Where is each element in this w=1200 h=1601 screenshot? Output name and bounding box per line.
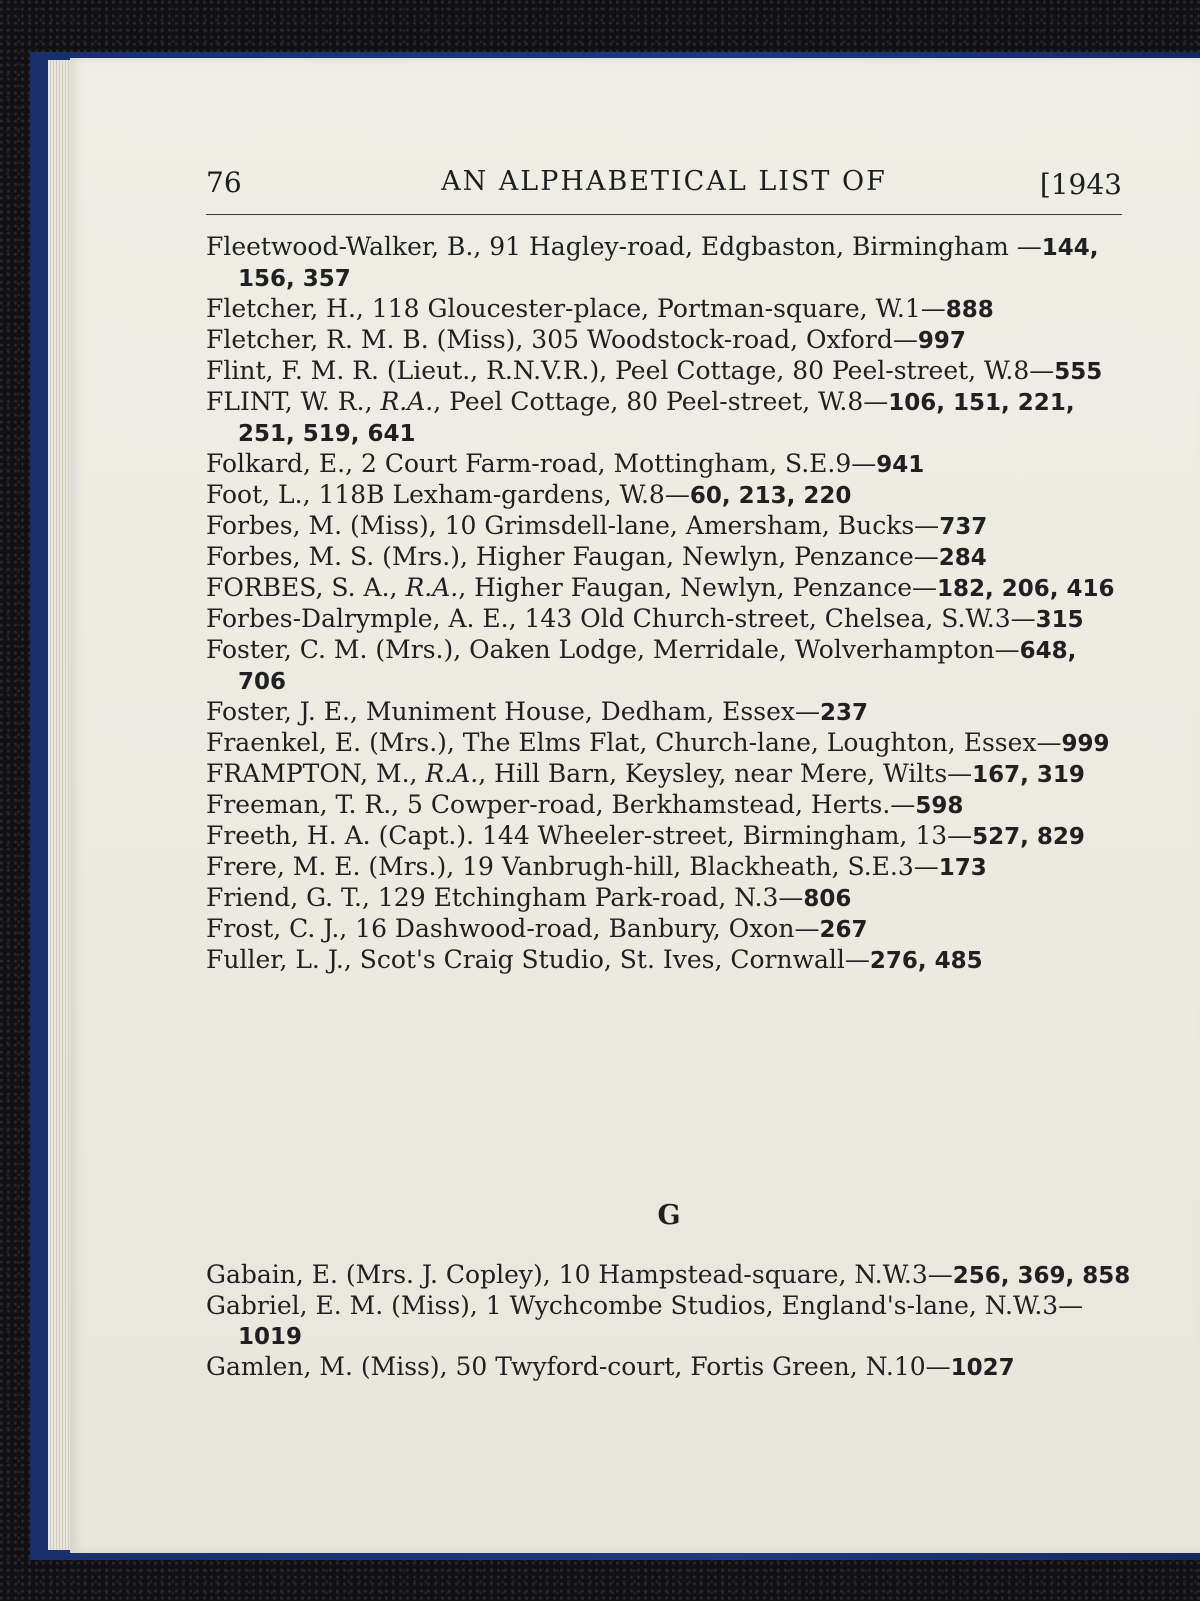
list-entry bbox=[206, 325, 1132, 356]
entry-refs: 555 bbox=[1054, 359, 1103, 385]
entry-refs: 267 bbox=[819, 917, 868, 943]
entry-refs: 941 bbox=[876, 452, 925, 478]
entry-text: Fletcher, R. M. B. (Miss), 305 Woodstock-road, Oxford— bbox=[206, 325, 918, 354]
entries-f-list bbox=[206, 232, 1132, 976]
entry-refs: 806 bbox=[803, 886, 852, 912]
list-entry bbox=[206, 294, 1132, 325]
entry-refs: 167, 319 bbox=[972, 762, 1085, 788]
entry-ra: R.A. bbox=[380, 387, 434, 416]
entry-refs: 237 bbox=[819, 700, 868, 726]
list-entry bbox=[206, 883, 1132, 914]
page-header bbox=[206, 162, 1122, 216]
header-rule bbox=[206, 214, 1122, 215]
entry-text-cont: , Hill Barn, Keysley, near Mere, Wilts— bbox=[478, 759, 973, 788]
entry-refs: 598 bbox=[915, 793, 964, 819]
list-entry bbox=[206, 635, 1132, 697]
list-entry bbox=[206, 728, 1132, 759]
list-entry bbox=[206, 449, 1132, 480]
entry-text: Fleetwood-Walker, B., 91 Hagley-road, Edgbaston, Birmingham — bbox=[206, 232, 1042, 261]
entry-refs: 888 bbox=[945, 297, 994, 323]
entry-ra: R.A. bbox=[405, 573, 459, 602]
list-entry bbox=[206, 697, 1132, 728]
list-entry bbox=[206, 945, 1132, 976]
entry-refs: 284 bbox=[938, 545, 987, 571]
entry-refs: 737 bbox=[939, 514, 988, 540]
entry-text: Fletcher, H., 118 Gloucester-place, Portman-square, W.1— bbox=[206, 294, 946, 323]
entry-text: Friend, G. T., 129 Etchingham Park-road, N.3— bbox=[206, 883, 804, 912]
entry-text: Gabriel, E. M. (Miss), 1 Wychcombe Studios, England's-lane, N.W.3— bbox=[206, 1291, 1084, 1320]
list-entry bbox=[206, 1260, 1132, 1291]
entry-refs: 182, 206, 416 bbox=[937, 576, 1115, 602]
page-title: AN ALPHABETICAL LIST OF bbox=[441, 166, 887, 197]
entry-refs: 256, 369, 858 bbox=[952, 1263, 1131, 1289]
entry-refs: 648, 706 bbox=[238, 638, 1077, 695]
page-year: [1943 bbox=[1039, 168, 1122, 201]
entry-refs: 60, 213, 220 bbox=[689, 483, 852, 509]
page-number: 76 bbox=[206, 166, 242, 199]
list-entry bbox=[206, 852, 1132, 883]
entry-refs: 999 bbox=[1061, 731, 1110, 757]
entry-text: Frere, M. E. (Mrs.), 19 Vanbrugh-hill, Blackheath, S.E.3— bbox=[206, 852, 939, 881]
entry-text: FORBES, S. A., bbox=[206, 573, 406, 602]
list-entry bbox=[206, 821, 1132, 852]
list-entry bbox=[206, 387, 1132, 449]
entry-refs: 173 bbox=[938, 855, 987, 881]
entry-refs: 106, 151, 221, 251, 519, 641 bbox=[238, 390, 1075, 447]
entry-text: Forbes, M. S. (Mrs.), Higher Faugan, Newlyn, Penzance— bbox=[206, 542, 939, 571]
list-entry bbox=[206, 1291, 1132, 1352]
entry-text: Gamlen, M. (Miss), 50 Twyford-court, Fortis Green, N.10— bbox=[206, 1352, 951, 1381]
list-entry bbox=[206, 914, 1132, 945]
entry-text: Foot, L., 118B Lexham-gardens, W.8— bbox=[206, 480, 690, 509]
entry-text: Fuller, L. J., Scot's Craig Studio, St. Ives, Cornwall— bbox=[206, 945, 870, 974]
entry-text: Freeth, H. A. (Capt.). 144 Wheeler-street, Birmingham, 13— bbox=[206, 821, 973, 850]
entries-g-list bbox=[206, 1260, 1132, 1383]
entry-refs: 527, 829 bbox=[972, 824, 1085, 850]
entry-text: Freeman, T. R., 5 Cowper-road, Berkhamstead, Herts.— bbox=[206, 790, 916, 819]
list-entry bbox=[206, 232, 1132, 294]
entry-text: Foster, C. M. (Mrs.), Oaken Lodge, Merridale, Wolverhampton— bbox=[206, 635, 1020, 664]
list-entry bbox=[206, 1352, 1132, 1383]
entry-text: Forbes-Dalrymple, A. E., 143 Old Church-street, Chelsea, S.W.3— bbox=[206, 604, 1036, 633]
entry-ra: R.A. bbox=[425, 759, 479, 788]
entry-text: FLINT, W. R., bbox=[206, 387, 381, 416]
entry-text: Foster, J. E., Muniment House, Dedham, Essex— bbox=[206, 697, 820, 726]
entry-refs: 1027 bbox=[950, 1355, 1015, 1381]
list-entry bbox=[206, 511, 1132, 542]
section-letter-heading: G bbox=[657, 1200, 681, 1231]
entry-refs: 315 bbox=[1035, 607, 1084, 633]
entry-text: Folkard, E., 2 Court Farm-road, Mottingham, S.E.9— bbox=[206, 449, 877, 478]
entry-refs: 1019 bbox=[238, 1324, 303, 1350]
list-entry bbox=[206, 759, 1132, 790]
list-entry bbox=[206, 573, 1132, 604]
entry-text: Gabain, E. (Mrs. J. Copley), 10 Hampstead-square, N.W.3— bbox=[206, 1260, 953, 1289]
list-entry bbox=[206, 604, 1132, 635]
entry-text: Fraenkel, E. (Mrs.), The Elms Flat, Church-lane, Loughton, Essex— bbox=[206, 728, 1062, 757]
list-entry bbox=[206, 790, 1132, 821]
entry-text-cont: , Peel Cottage, 80 Peel-street, W.8— bbox=[433, 387, 889, 416]
entry-refs: 144, 156, 357 bbox=[238, 235, 1099, 292]
list-entry bbox=[206, 480, 1132, 511]
list-entry bbox=[206, 542, 1132, 573]
entry-text: Forbes, M. (Miss), 10 Grimsdell-lane, Amersham, Bucks— bbox=[206, 511, 940, 540]
entry-text-cont: , Higher Faugan, Newlyn, Penzance— bbox=[458, 573, 938, 602]
entry-refs: 997 bbox=[917, 328, 966, 354]
entry-text: Flint, F. M. R. (Lieut., R.N.V.R.), Peel Cottage, 80 Peel-street, W.8— bbox=[206, 356, 1055, 385]
list-entry bbox=[206, 356, 1132, 387]
entry-refs: 276, 485 bbox=[869, 948, 983, 974]
entry-text: FRAMPTON, M., bbox=[206, 759, 426, 788]
entry-text: Frost, C. J., 16 Dashwood-road, Banbury, Oxon— bbox=[206, 914, 820, 943]
